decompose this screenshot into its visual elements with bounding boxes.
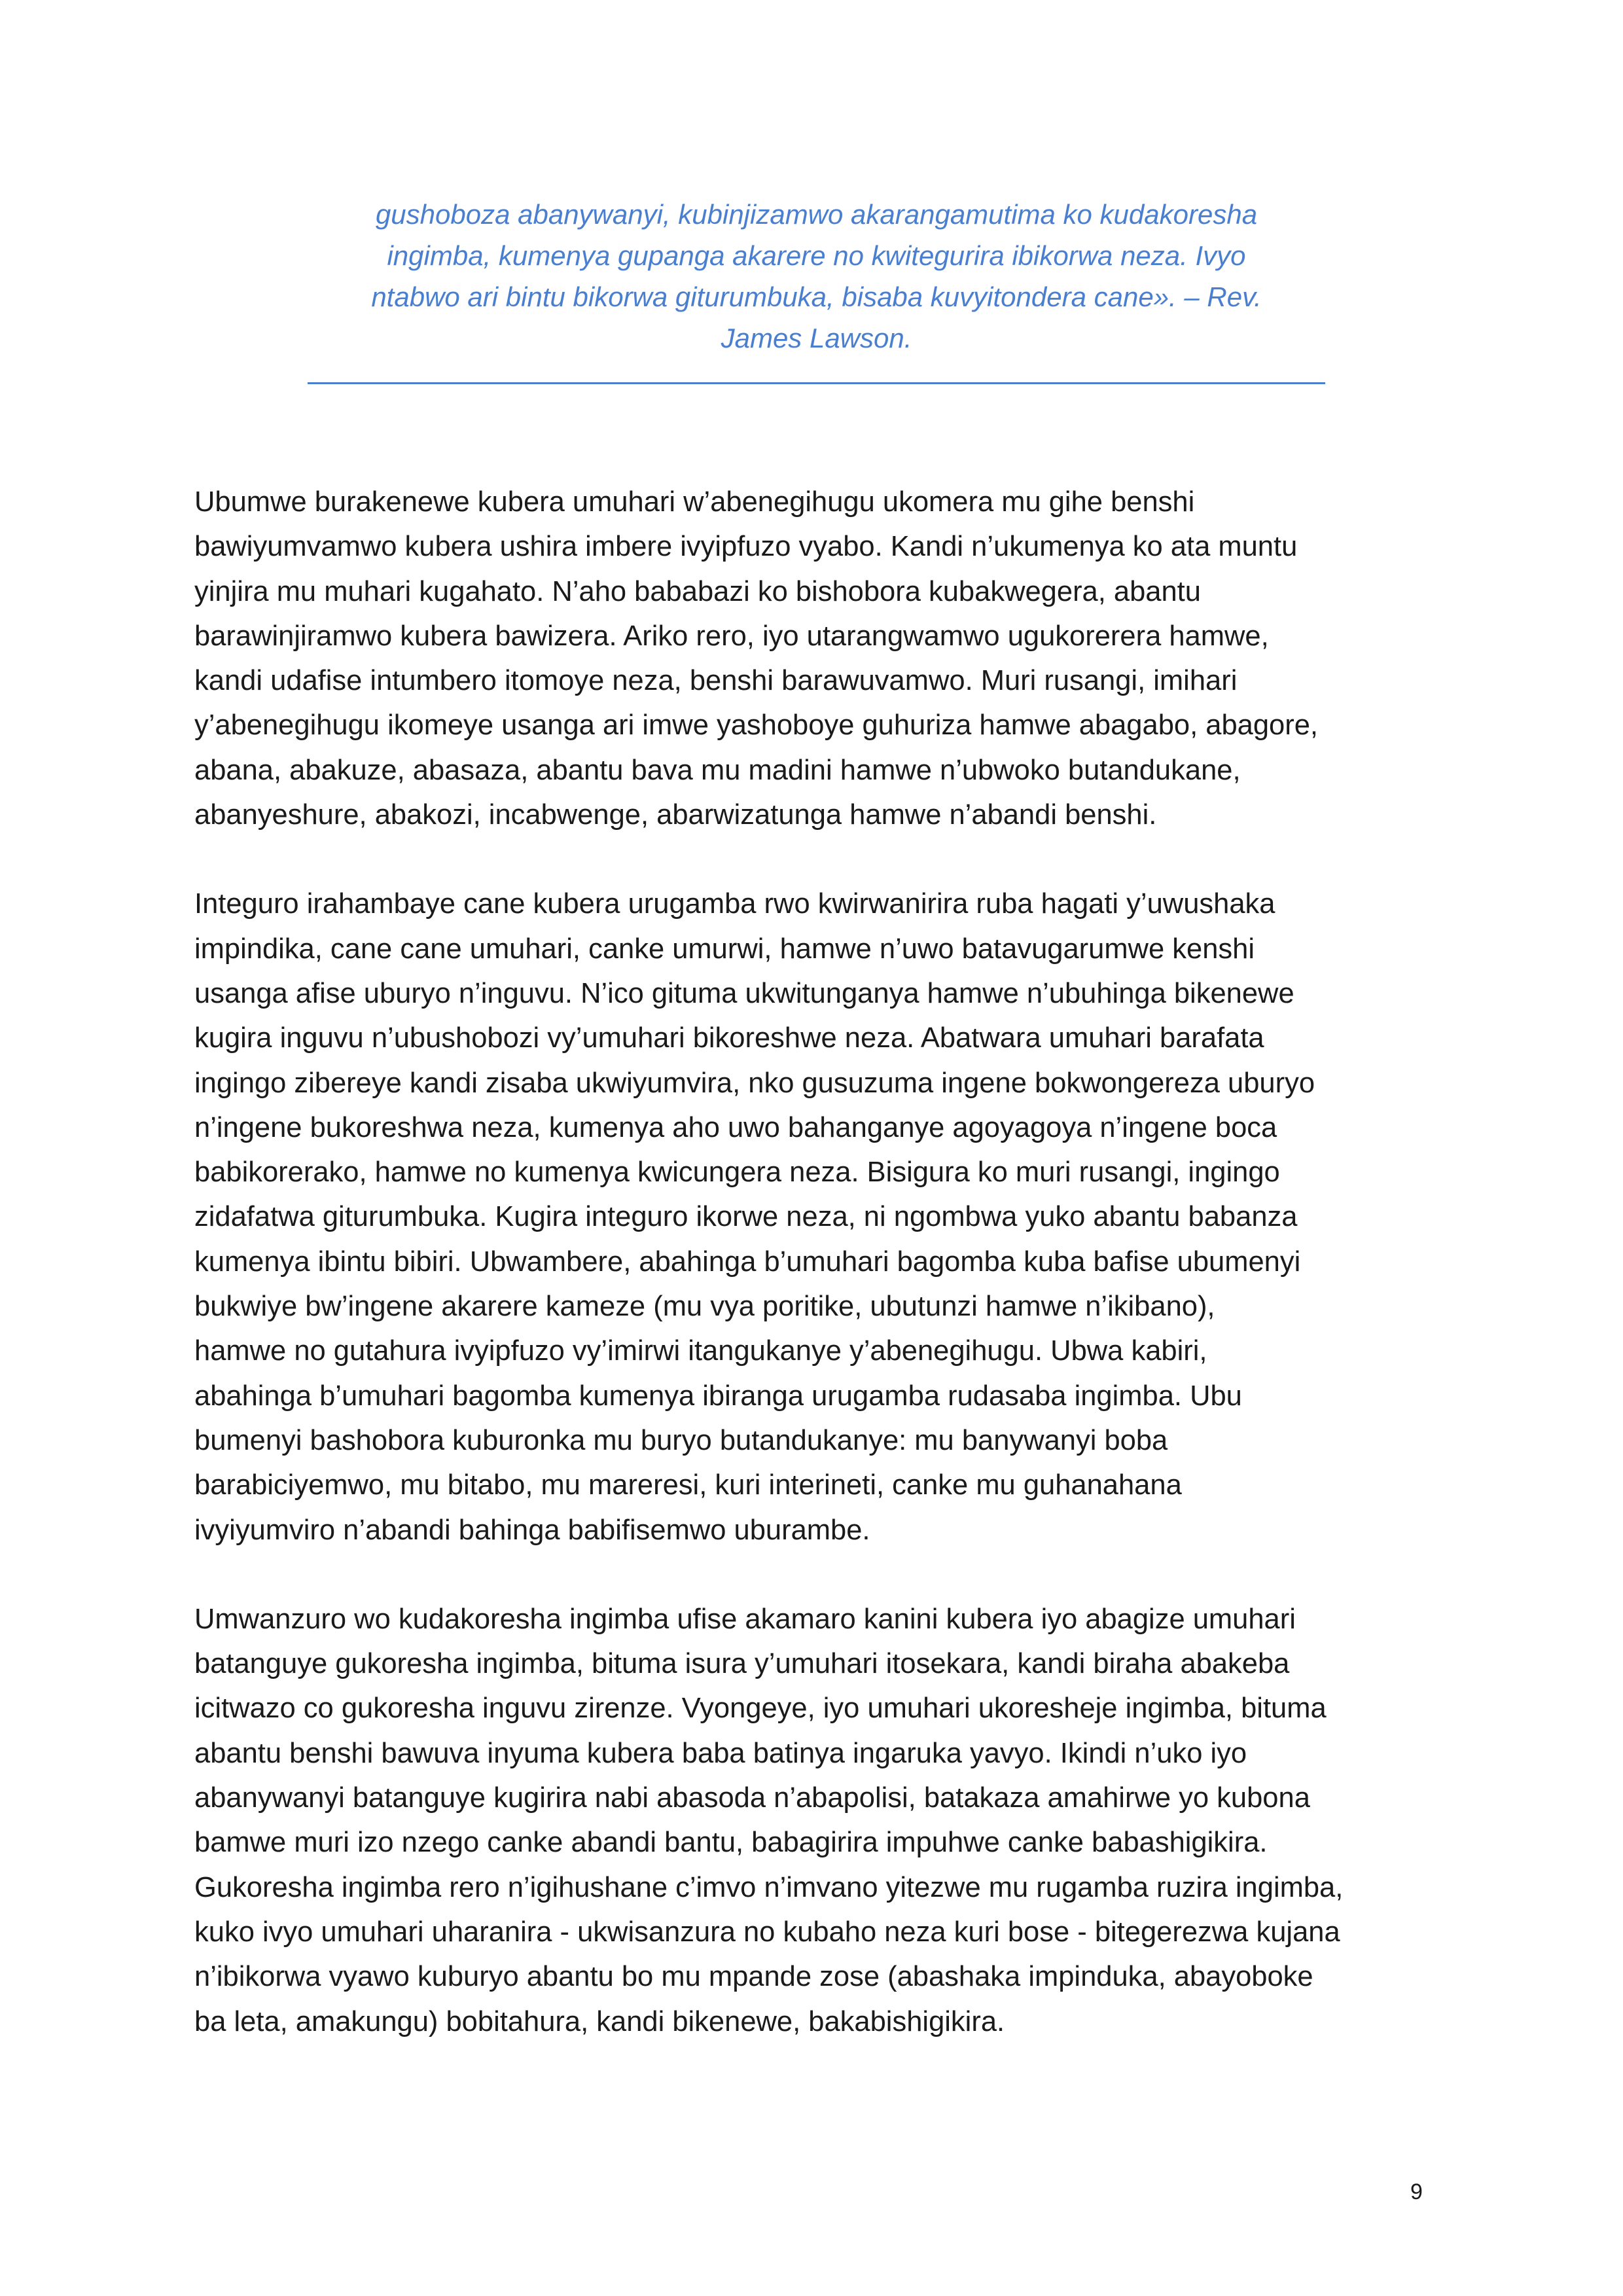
text-line: ba leta, amakungu) bobitahura, kandi bikenewe, bakabishigikira. — [194, 2005, 1005, 2037]
text-line: Ubumwe burakenewe kubera umuhari w’abenegihugu ukomera mu gihe benshi — [194, 486, 1195, 518]
text-line: kuko ivyo umuhari uharanira - ukwisanzura no kubaho neza kuri bose - bitegerezwa kujana — [194, 1916, 1340, 1948]
quote-line: gushoboza abanywanyi, kubinjizamwo akarangamutima ko kudakoresha — [375, 199, 1258, 230]
text-line: kandi udafise intumbero itomoye neza, benshi barawuvamwo. Muri rusangi, imihari — [194, 665, 1238, 697]
text-line: kumenya ibintu bibiri. Ubwambere, abahinga b’umuhari bagomba kuba bafise ubumenyi — [194, 1246, 1301, 1278]
text-line: bamwe muri izo nzego canke abandi bantu, babagirira impuhwe canke babashigikira. — [194, 1827, 1268, 1859]
text-line: abana, abakuze, abasaza, abantu bava mu madini hamwe n’ubwoko butandukane, — [194, 754, 1241, 786]
text-line: bumenyi bashobora kuburonka mu buryo butandukanye: mu banywanyi boba — [194, 1424, 1168, 1456]
text-line: hamwe no gutahura ivyipfuzo vy’imirwi itangukanye y’abenegihugu. Ubwa kabiri, — [194, 1335, 1207, 1367]
text-line: kugira inguvu n’ubushobozi vy’umuhari bikoreshwe neza. Abatwara umuhari barafata — [194, 1022, 1264, 1054]
page-number: 9 — [1410, 2179, 1423, 2204]
text-line: Umwanzuro wo kudakoresha ingimba ufise akamaro kanini kubera iyo abagize umuhari — [194, 1603, 1296, 1635]
text-line: ivyiyumviro n’abandi bahinga babifisemwo uburambe. — [194, 1514, 870, 1546]
text-line: n’ibikorwa vyawo kuburyo abantu bo mu mpande zose (abashaka impinduka, abayoboke — [194, 1961, 1313, 1993]
text-line: abantu benshi bawuva inyuma kubera baba batinya ingaruka yavyo. Ikindi n’uko iyo — [194, 1737, 1247, 1769]
text-line: bawiyumvamwo kubera ushira imbere ivyipfuzo vyabo. Kandi n’ukumenya ko ata muntu — [194, 531, 1298, 563]
text-line: bukwiye bw’ingene akarere kameze (mu vya poritike, ubutunzi hamwe n’ikibano), — [194, 1291, 1215, 1323]
text-line: y’abenegihugu ikomeye usanga ari imwe yashoboye guhuriza hamwe abagabo, abagore, — [194, 709, 1318, 742]
text-line: Integuro irahambaye cane kubera urugamba rwo kwirwanirira ruba hagati y’uwushaka — [194, 888, 1275, 920]
text-line: icitwazo co gukoresha inguvu zirenze. Vyongeye, iyo umuhari ukoresheje ingimba, bituma — [194, 1693, 1327, 1725]
paragraph-umwanzuro — [194, 1597, 1438, 2044]
text-line: n’ingene bukoreshwa neza, kumenya aho uwo bahanganye agoyagoya n’ingene boca — [194, 1111, 1277, 1143]
quote-divider — [308, 382, 1325, 384]
quote-line: James Lawson. — [721, 323, 912, 353]
pull-quote — [308, 194, 1325, 359]
text-line: babikorerako, hamwe no kumenya kwicungera neza. Bisigura ko muri rusangi, ingingo — [194, 1157, 1280, 1189]
text-line: batanguye gukoresha ingimba, bituma isura y’umuhari itosekara, kandi biraha abakeba — [194, 1648, 1290, 1680]
text-line: usanga afise uburyo n’inguvu. N’ico gituma ukwitunganya hamwe n’ubuhinga bikenewe — [194, 977, 1294, 1009]
text-line: ingingo zibereye kandi zisaba ukwiyumvira, nko gusuzuma ingene bokwongereza uburyo — [194, 1067, 1315, 1099]
paragraph-ubumwe — [194, 480, 1438, 837]
quote-line: ingimba, kumenya gupanga akarere no kwitegurira ibikorwa neza. Ivyo — [387, 240, 1246, 271]
text-line: impindika, cane cane umuhari, canke umurwi, hamwe n’uwo batavugarumwe kenshi — [194, 933, 1255, 965]
quote-line: ntabwo ari bintu bikorwa giturumbuka, bisaba kuvyitondera cane». – Rev. — [371, 281, 1262, 312]
text-line: barawinjiramwo kubera bawizera. Ariko rero, iyo utarangwamwo ugukorerera hamwe, — [194, 620, 1269, 652]
text-line: abanywanyi batanguye kugirira nabi abasoda n’abapolisi, batakaza amahirwe yo kubona — [194, 1782, 1310, 1814]
text-line: zidafatwa giturumbuka. Kugira integuro ikorwe neza, ni ngombwa yuko abantu babanza — [194, 1201, 1298, 1233]
text-line: abanyeshure, abakozi, incabwenge, abarwizatunga hamwe n’abandi benshi. — [194, 799, 1157, 831]
body-text — [194, 480, 1438, 2089]
paragraph-integuro — [194, 882, 1438, 1552]
text-line: abahinga b’umuhari bagomba kumenya ibiranga urugamba rudasaba ingimba. Ubu — [194, 1380, 1242, 1412]
text-line: barabiciyemwo, mu bitabo, mu mareresi, kuri interineti, canke mu guhanahana — [194, 1469, 1182, 1501]
text-line: Gukoresha ingimba rero n’igihushane c’imvo n’imvano yitezwe mu rugamba ruzira ingimba, — [194, 1871, 1344, 1903]
text-line: yinjira mu muhari kugahato. N’aho bababazi ko bishobora kubakwegera, abantu — [194, 575, 1201, 607]
